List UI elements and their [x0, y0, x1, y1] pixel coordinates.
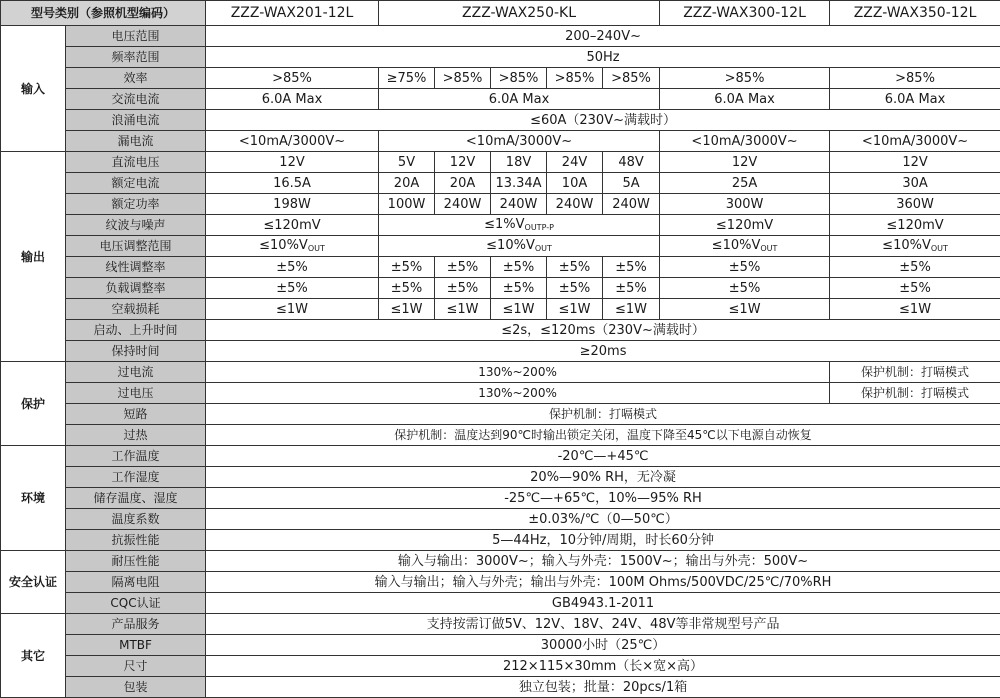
ac-current-300: 6.0A Max [660, 89, 830, 110]
label-size: 尺寸 [66, 656, 206, 677]
efficiency-250-18v: >85% [491, 68, 547, 89]
row-efficiency [1, 68, 1000, 89]
rated-current-250-3: 10A [547, 173, 603, 194]
row-rated-current [1, 173, 1000, 194]
no-load-250-4: ≤1W [603, 299, 660, 320]
value-mtbf: 30000小时（25℃） [206, 635, 1000, 656]
value-storage: -25℃—+65℃，10%—95% RH [206, 488, 1000, 509]
voltage-adj-201-main: ≤10%V [259, 238, 308, 253]
label-isolation: 隔离电阻 [66, 572, 206, 593]
rated-power-250-0: 100W [379, 194, 435, 215]
row-overcurrent [1, 362, 1000, 383]
model-header-300: ZZZ-WAX300-12L [660, 1, 830, 26]
mode-overvoltage: 保护机制：打嗝模式 [830, 383, 1000, 404]
row-rated-power [1, 194, 1000, 215]
row-startup [1, 320, 1000, 341]
voltage-adj-300-main: ≤10%V [712, 238, 761, 253]
value-inrush: ≤60A（230V~满载时） [206, 110, 1000, 131]
dc-voltage-201: 12V [206, 152, 379, 173]
dc-voltage-250-2: 18V [491, 152, 547, 173]
row-overheat [1, 425, 1000, 446]
line-reg-350: ±5% [830, 257, 1000, 278]
ripple-250-sub: OUTP-P [525, 223, 554, 232]
no-load-250-3: ≤1W [547, 299, 603, 320]
rated-current-250-2: 13.34A [491, 173, 547, 194]
label-voltage-range: 电压范围 [66, 26, 206, 47]
row-vibration [1, 530, 1000, 551]
label-line-reg: 线性调整率 [66, 257, 206, 278]
voltage-adj-300-sub: OUT [760, 244, 777, 253]
label-overcurrent: 过电流 [66, 362, 206, 383]
value-size: 212×115×30mm（长×宽×高） [206, 656, 1000, 677]
label-ac-current: 交流电流 [66, 89, 206, 110]
voltage-adj-250 [379, 236, 660, 257]
efficiency-300: >85% [660, 68, 830, 89]
label-ripple: 纹波与噪声 [66, 215, 206, 236]
no-load-250-2: ≤1W [491, 299, 547, 320]
row-isolation [1, 572, 1000, 593]
line-reg-300: ±5% [660, 257, 830, 278]
efficiency-250-48v: >85% [603, 68, 660, 89]
row-freq-range [1, 47, 1000, 68]
ripple-300: ≤120mV [660, 215, 830, 236]
category-other: 其它 [1, 614, 66, 698]
load-reg-201: ±5% [206, 278, 379, 299]
load-reg-250-2: ±5% [491, 278, 547, 299]
value-work-temp: -20℃—+45℃ [206, 446, 1000, 467]
rated-current-250-4: 5A [603, 173, 660, 194]
efficiency-250-24v: >85% [547, 68, 603, 89]
dc-voltage-350: 12V [830, 152, 1000, 173]
label-freq-range: 频率范围 [66, 47, 206, 68]
voltage-adj-250-main: ≤10%V [486, 238, 535, 253]
label-work-temp: 工作温度 [66, 446, 206, 467]
voltage-adj-300 [660, 236, 830, 257]
rated-power-250-4: 240W [603, 194, 660, 215]
no-load-250-0: ≤1W [379, 299, 435, 320]
efficiency-250-12v: >85% [435, 68, 491, 89]
voltage-adj-350-main: ≤10%V [882, 238, 931, 253]
efficiency-201: >85% [206, 68, 379, 89]
category-safety: 安全认证 [1, 551, 66, 614]
rated-power-250-2: 240W [491, 194, 547, 215]
label-packing: 包装 [66, 677, 206, 698]
rated-current-300: 25A [660, 173, 830, 194]
load-reg-250-4: ±5% [603, 278, 660, 299]
label-voltage-adj: 电压调整范围 [66, 236, 206, 257]
row-load-reg [1, 278, 1000, 299]
category-environment: 环境 [1, 446, 66, 551]
row-voltage-adj [1, 236, 1000, 257]
line-reg-201: ±5% [206, 257, 379, 278]
row-short [1, 404, 1000, 425]
value-freq-range: 50Hz [206, 47, 1000, 68]
row-mtbf [1, 635, 1000, 656]
ac-current-201: 6.0A Max [206, 89, 379, 110]
row-work-humidity [1, 467, 1000, 488]
row-service [1, 614, 1000, 635]
dc-voltage-250-3: 24V [547, 152, 603, 173]
value-packing: 独立包装；批量：20pcs/1箱 [206, 677, 1000, 698]
leakage-300: <10mA/3000V~ [660, 131, 830, 152]
label-storage: 储存温度、湿度 [66, 488, 206, 509]
row-overvoltage [1, 383, 1000, 404]
label-temp-coef: 温度系数 [66, 509, 206, 530]
model-header-250: ZZZ-WAX250-KL [379, 1, 660, 26]
row-storage [1, 488, 1000, 509]
category-input: 输入 [1, 26, 66, 152]
leakage-201: <10mA/3000V~ [206, 131, 379, 152]
voltage-adj-350-sub: OUT [931, 244, 948, 253]
value-temp-coef: ±0.03%/℃（0—50℃） [206, 509, 1000, 530]
row-hold [1, 341, 1000, 362]
load-reg-250-1: ±5% [435, 278, 491, 299]
category-output: 输出 [1, 152, 66, 362]
ripple-350: ≤120mV [830, 215, 1000, 236]
label-load-reg: 负载调整率 [66, 278, 206, 299]
dc-voltage-250-1: 12V [435, 152, 491, 173]
value-overvoltage: 130%~200% [206, 383, 830, 404]
label-no-load: 空载损耗 [66, 299, 206, 320]
label-rated-power: 额定功率 [66, 194, 206, 215]
dc-voltage-300: 12V [660, 152, 830, 173]
line-reg-250-2: ±5% [491, 257, 547, 278]
label-leakage: 漏电流 [66, 131, 206, 152]
label-vibration: 抗振性能 [66, 530, 206, 551]
label-overheat: 过热 [66, 425, 206, 446]
label-service: 产品服务 [66, 614, 206, 635]
label-dc-voltage: 直流电压 [66, 152, 206, 173]
rated-current-350: 30A [830, 173, 1000, 194]
row-cqc [1, 593, 1000, 614]
rated-power-350: 360W [830, 194, 1000, 215]
row-size [1, 656, 1000, 677]
voltage-adj-250-sub: OUT [535, 244, 552, 253]
value-isolation: 输入与输出；输入与外壳；输出与外壳：100M Ohms/500VDC/25℃/70%RH [206, 572, 1000, 593]
label-rated-current: 额定电流 [66, 173, 206, 194]
row-no-load [1, 299, 1000, 320]
line-reg-250-3: ±5% [547, 257, 603, 278]
label-overvoltage: 过电压 [66, 383, 206, 404]
value-overcurrent: 130%~200% [206, 362, 830, 383]
row-packing [1, 677, 1000, 698]
label-short: 短路 [66, 404, 206, 425]
row-work-temp [1, 446, 1000, 467]
label-work-humidity: 工作湿度 [66, 467, 206, 488]
row-leakage [1, 131, 1000, 152]
row-line-reg [1, 257, 1000, 278]
value-cqc: GB4943.1-2011 [206, 593, 1000, 614]
leakage-250: <10mA/3000V~ [379, 131, 660, 152]
value-withstand: 输入与输出：3000V~；输入与外壳：1500V~；输出与外壳：500V~ [206, 551, 1000, 572]
label-withstand: 耐压性能 [66, 551, 206, 572]
value-hold: ≥20ms [206, 341, 1000, 362]
voltage-adj-201-sub: OUT [308, 244, 325, 253]
voltage-adj-350 [830, 236, 1000, 257]
label-cqc: CQC认证 [66, 593, 206, 614]
rated-power-250-1: 240W [435, 194, 491, 215]
row-ac-current [1, 89, 1000, 110]
label-efficiency: 效率 [66, 68, 206, 89]
ripple-250-main: ≤1%V [484, 217, 524, 232]
no-load-201: ≤1W [206, 299, 379, 320]
no-load-300: ≤1W [660, 299, 830, 320]
value-work-humidity: 20%—90% RH，无冷凝 [206, 467, 1000, 488]
mode-overcurrent: 保护机制：打嗝模式 [830, 362, 1000, 383]
load-reg-350: ±5% [830, 278, 1000, 299]
row-withstand [1, 551, 1000, 572]
ripple-201: ≤120mV [206, 215, 379, 236]
voltage-adj-201 [206, 236, 379, 257]
line-reg-250-1: ±5% [435, 257, 491, 278]
ac-current-350: 6.0A Max [830, 89, 1000, 110]
row-temp-coef [1, 509, 1000, 530]
ripple-250 [379, 215, 660, 236]
value-voltage-range: 200–240V~ [206, 26, 1000, 47]
dc-voltage-250-4: 48V [603, 152, 660, 173]
no-load-350: ≤1W [830, 299, 1000, 320]
line-reg-250-0: ±5% [379, 257, 435, 278]
value-overheat: 保护机制：温度达到90℃时输出锁定关闭，温度下降至45℃以下电源自动恢复 [206, 425, 1000, 446]
leakage-350: <10mA/3000V~ [830, 131, 1000, 152]
row-voltage-range [1, 26, 1000, 47]
no-load-250-1: ≤1W [435, 299, 491, 320]
efficiency-250-5v: ≥75% [379, 68, 435, 89]
value-service: 支持按需订做5V、12V、18V、24V、48V等非常规型号产品 [206, 614, 1000, 635]
rated-current-201: 16.5A [206, 173, 379, 194]
row-ripple [1, 215, 1000, 236]
line-reg-250-4: ±5% [603, 257, 660, 278]
rated-current-250-1: 20A [435, 173, 491, 194]
label-inrush: 浪涌电流 [66, 110, 206, 131]
value-short: 保护机制：打嗝模式 [206, 404, 1000, 425]
row-dc-voltage [1, 152, 1000, 173]
rated-power-300: 300W [660, 194, 830, 215]
model-header-201: ZZZ-WAX201-12L [206, 1, 379, 26]
rated-power-201: 198W [206, 194, 379, 215]
label-hold: 保持时间 [66, 341, 206, 362]
value-startup: ≤2s，≤120ms（230V~满载时） [206, 320, 1000, 341]
dc-voltage-250-0: 5V [379, 152, 435, 173]
efficiency-350: >85% [830, 68, 1000, 89]
rated-power-250-3: 240W [547, 194, 603, 215]
model-header-350: ZZZ-WAX350-12L [830, 1, 1000, 26]
load-reg-250-3: ±5% [547, 278, 603, 299]
rated-current-250-0: 20A [379, 173, 435, 194]
header-row [1, 1, 1000, 26]
category-protection: 保护 [1, 362, 66, 446]
label-startup: 启动、上升时间 [66, 320, 206, 341]
type-label-header: 型号类别（参照机型编码） [1, 1, 206, 26]
label-mtbf: MTBF [66, 635, 206, 656]
row-inrush [1, 110, 1000, 131]
value-vibration: 5—44Hz，10分钟/周期，时长60分钟 [206, 530, 1000, 551]
load-reg-250-0: ±5% [379, 278, 435, 299]
load-reg-300: ±5% [660, 278, 830, 299]
ac-current-250: 6.0A Max [379, 89, 660, 110]
